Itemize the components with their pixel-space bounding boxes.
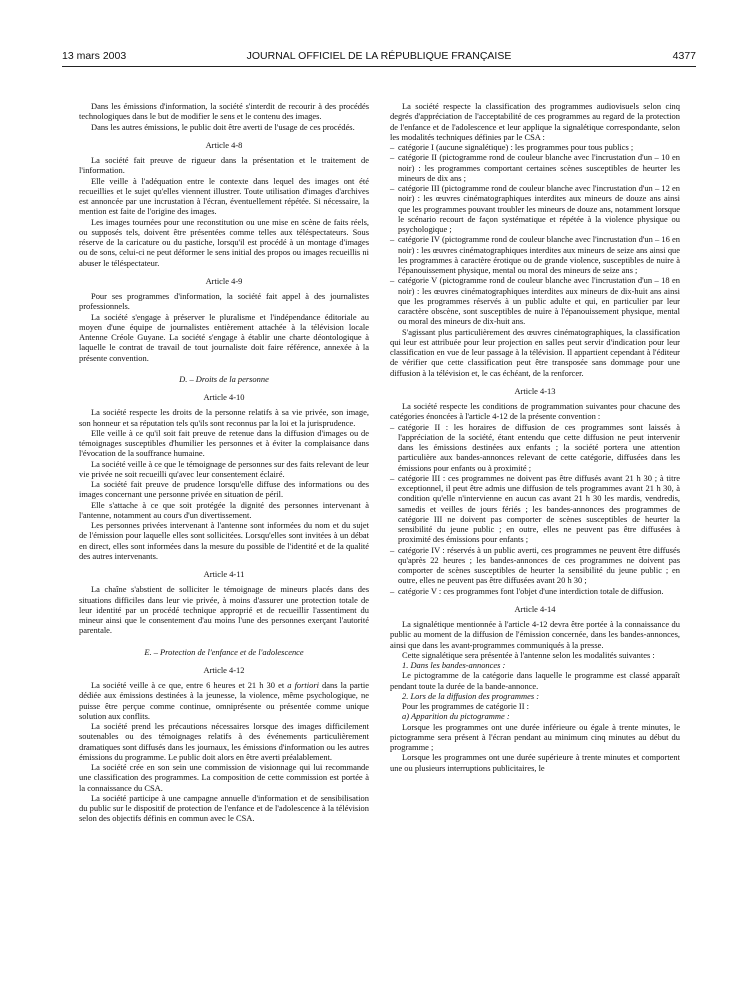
article-heading: Article 4-8 [205,139,243,150]
paragraph: S'agissant plus particulièrement des œuvres cinématographiques, la classification qui leur est attribuée pour leur projection en salles peut servir d'indication pour leur classification en vue de leur passage à la télévision. Il appartient cependant à l'éditeur de vérifier que cette classification peut être transposée sans dommage pour une diffusion à la télévision et, le cas échéant, de la renforcer. [390,326,680,378]
section-heading: E. – Protection de l'enfance et de l'adolescence [144,646,304,657]
paragraph: Pour ses programmes d'information, la société fait appel à des journalistes professionnels. [79,291,369,312]
right-column [390,101,680,773]
paragraph: La société respecte la classification des programmes audiovisuels selon cinq degrés d'appréciation de l'acceptabilité de ces programmes au regard de la protection de l'enfance et de l'adolescence et leur applique la signalétique correspondante, selon les modalités techniques définies par le CSA : [390,101,680,142]
article-heading: Article 4-14 [514,603,556,614]
paragraph: Le pictogramme de la catégorie dans laquelle le programme est classé apparaît pendant toute la durée de la bande-annonce. [390,670,680,691]
paragraph: Elle veille à ce qu'il soit fait preuve de retenue dans la diffusion d'images ou de témoignages susceptibles d'humilier les personnes et à éviter la complaisance dans l'évocation de la souffrance humaine. [79,427,369,459]
paragraph [79,680,369,721]
header-date: 13 mars 2003 [62,50,127,62]
paragraph: La société crée en son sein une commission de visionnage qui lui recommande une classification des programmes. La composition de cette commission est portée à la connaissance du CSA. [79,762,369,793]
paragraph: Lorsque les programmes ont une durée inférieure ou égale à trente minutes, le pictogramme sera présent à l'écran pendant au minimum cinq minutes au début du programme ; [390,721,680,752]
list-item: – catégorie III : ces programmes ne doivent pas être diffusés avant 21 h 30 ; à titre exceptionnel, il peut être admis une diffusion de tels programmes avant 21 h 30, à condition qu'elle n'intervienne en aucun cas avant 21 h 30 les mardis, vendredis, samedis et veilles de jours fériés ; les bandes-annonces des programmes de catégorie III ne doivent pas comporter de scènes susceptibles de heurter la sensibilité du jeune public ; en outre, elles ne peuvent pas être diffusées à proximité des émissions pour enfants ; [390,473,680,545]
page-header [62,50,696,64]
paragraph: Cette signalétique sera présentée à l'antenne selon les modalités suivantes : [402,649,655,660]
paragraph: La société respecte les droits de la personne relatifs à sa vie privée, son image, son honneur et sa réputation tels qu'ils sont reconnus par la loi et la jurisprudence. [79,407,369,428]
paragraph: La chaîne s'abstient de solliciter le témoignage de mineurs placés dans des situations difficiles dans leur vie privée, à moins d'assurer une protection totale de leur identité par un procédé technique approprié et de recueillir l'assentiment du mineur ainsi que le consentement d'au moins l'une des personnes exerçant l'autorité parentale. [79,584,369,636]
text-run: La société veille à ce que, entre 6 heures et 21 h 30 et [91,680,288,690]
paragraph: La société fait preuve de rigueur dans la présentation et le traitement de l'information. [79,155,369,176]
page-number: 4377 [672,50,696,62]
list-item: – catégorie IV : réservés à un public averti, ces programmes ne peuvent être diffusés qu'après 22 heures ; les bandes-annonces de ces programmes ne doivent pas comporter de scènes susceptibles de heurter la sensibilité du jeune public ; en outre, elles ne peuvent pas être diffusées avant 20 h 30 ; [390,545,680,586]
paragraph: Lorsque les programmes ont une durée supérieure à trente minutes et comportent une ou plusieurs interruptions publicitaires, le [390,752,680,773]
category-list [390,142,680,327]
text-run: dans la partie dédiée aux émissions destinées à la jeunesse, la violence, même psychologique, ne puisse être perçue comme continue, omniprésente ou présentée comme unique solution aux conflits. [79,680,370,721]
paragraph: La société participe à une campagne annuelle d'information et de sensibilisation du public sur le dispositif de protection de l'enfance et de l'adolescence à la télévision selon des objectifs définis en commun avec le CSA. [79,792,369,824]
article-heading: Article 4-11 [203,569,245,579]
paragraph: Les images tournées pour une reconstitution ou une mise en scène de faits réels, ou supposés tels, doivent être présentées comme telles aux téléspectateurs. Sous réserve de la caricature ou du pastiche, lorsqu'il est procédé à un montage d'images ou de sons, celui-ci ne peut déformer le sens initial des propos ou images recueillis ni abuser le téléspectateur. [79,216,369,268]
list-item: – catégorie V : ces programmes font l'objet d'une interdiction totale de diffusion. [390,586,680,596]
paragraph: La société veille à ce que le témoignage de personnes sur des faits relevant de leur vie privée ne soit recueilli qu'avec leur consentement éclairé. [79,458,369,479]
paragraph: Pour les programmes de catégorie II : [402,701,529,711]
header-rule [62,66,696,67]
paragraph: La société respecte les conditions de programmation suivantes pour chacune des catégories énoncées à l'article 4-12 de la présente convention : [390,401,680,422]
section-heading: D. – Droits de la personne [179,373,269,384]
paragraph: Dans les émissions d'information, la société s'interdit de recourir à des procédés technologiques dans le but de modifier le sens et le contenu des images. [79,101,369,122]
paragraph: Elle s'attache à ce que soit protégée la dignité des personnes intervenant à l'antenne, notamment au cours d'un divertissement. [79,499,369,520]
list-item: – catégorie I (aucune signalétique) : les programmes pour tous publics ; [390,142,680,152]
paragraph: La société prend les précautions nécessaires lorsque des images difficilement soutenables ou des témoignages relatifs à des événements particulièrement dramatiques sont diffusés dans les journaux, les émissions d'information ou les autres émissions du programme. Le public doit alors en être averti préalablement. [79,721,369,762]
article-heading: Article 4-13 [514,385,556,396]
subheading: a) Apparition du pictogramme : [402,711,510,722]
paragraph: La société fait preuve de prudence lorsqu'elle diffuse des informations ou des images concernant une personne privée en situation de péril. [79,479,369,500]
paragraph: Dans les autres émissions, le public doit être averti de l'usage de ces procédés. [91,121,355,132]
list-item: – catégorie II : les horaires de diffusion de ces programmes sont laissés à l'appréciation de la société, étant entendu que cette diffusion ne peut intervenir dans les émissions destinées aux enfants ; la société portera une attention particulière aux bandes-annonces relevant de cette catégorie, diffusées dans les émissions pour enfants ou à proximité ; [390,422,680,473]
left-column [79,101,369,824]
list-item: – catégorie II (pictogramme rond de couleur blanche avec l'incrustation d'un – 10 en noir) : les programmes comportant certaines scènes susceptibles de heurter les mineurs de dix ans ; [390,152,680,183]
journal-title: JOURNAL OFFICIEL DE LA RÉPUBLIQUE FRANÇAISE [246,50,512,62]
list-item: – catégorie IV (pictogramme rond de couleur blanche avec l'incrustation d'un – 16 en noir) : les œuvres cinématographiques interdites aux mineurs de seize ans ainsi que les programmes à caractère érotique ou de grande violence, susceptibles de nuire à l'épanouissement physique, mental ou moral des mineurs de seize ans ; [390,234,680,275]
article-heading: Article 4-10 [203,392,245,402]
schedule-list [390,422,680,596]
subheading: 2. Lors de la diffusion des programmes : [402,690,540,701]
paragraph: La signalétique mentionnée à l'article 4-12 devra être portée à la connaissance du public au moment de la diffusion de l'émission concernée, dans les bandes-annonces, ainsi que dans les avant-programmes communiqués à la presse. [390,619,680,650]
italic-run: a fortiori [287,680,319,690]
list-item: – catégorie V (pictogramme rond de couleur blanche avec l'incrustation d'un – 18 en noir) : les œuvres cinématographiques interdites aux mineurs de dix-huit ans ainsi que les programmes réservés à un public adulte et qui, en particulier par leur caractère obscène, sont susceptibles de nuire à l'épanouissement physique, mental ou moral des mineurs de dix-huit ans. [390,275,680,326]
article-heading: Article 4-12 [203,664,245,675]
subheading: 1. Dans les bandes-annonces : [402,660,506,670]
article-heading: Article 4-9 [205,275,243,286]
paragraph: Elle veille à l'adéquation entre le contexte dans lequel des images ont été recueillies et le sujet qu'elles viennent illustrer. Toute utilisation d'images d'archives est annoncée par une incrustation à l'écran, éventuellement répétée. Si nécessaire, la mention est faite de l'origine des images. [79,175,369,217]
paragraph: Les personnes privées intervenant à l'antenne sont informées du nom et du sujet de l'émission pour laquelle elles sont sollicitées. Lorsqu'elles sont invitées à un débat en direct, elles sont informées dans la mesure du possible de l'identité et de la qualité des autres intervenants. [79,520,369,561]
list-item: – catégorie III (pictogramme rond de couleur blanche avec l'incrustation d'un – 12 en noir) : les œuvres cinématographiques interdites aux mineurs de douze ans ainsi que les programmes pouvant troubler les mineurs de douze ans, notamment lorsque le scénario recourt de façon systématique et répétée à la violence physique ou psychologique ; [390,183,680,234]
paragraph: La société s'engage à préserver le pluralisme et l'indépendance éditoriale au moyen d'une équipe de journalistes entièrement attachée à la télévision locale Antenne Créole Guyane. La société s'engage à établir une charte déontologique à laquelle le contrat de travail de tout journaliste doit faire référence, annexée à la présente convention. [79,311,369,363]
